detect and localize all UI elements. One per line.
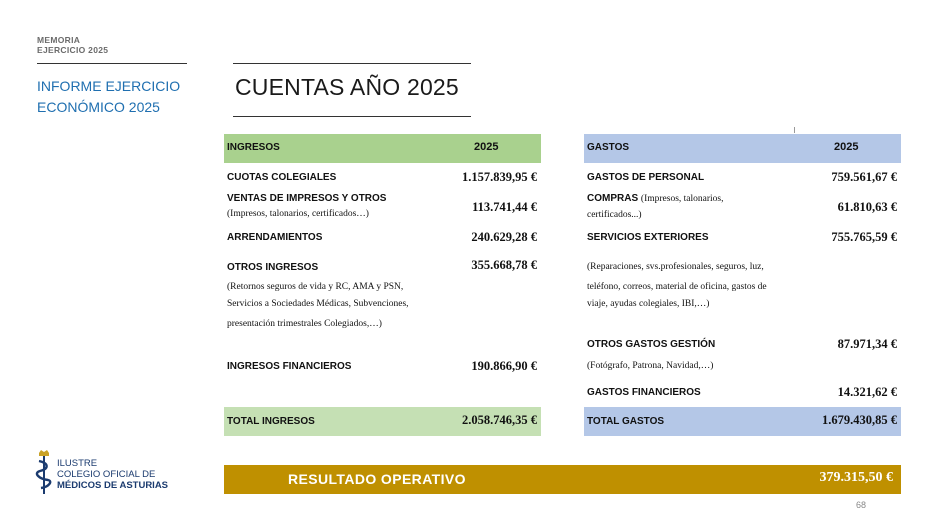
ingresos-header-year: 2025	[474, 141, 499, 153]
logo-line2: COLEGIO OFICIAL DE	[57, 469, 156, 480]
title-divider-top	[233, 63, 471, 64]
row-otros-gestion-amount: 87.971,34 €	[837, 337, 897, 351]
ingresos-header	[224, 134, 541, 163]
ingresos-header-label: INGRESOS	[227, 142, 280, 153]
row-servicios-amount: 755.765,59 €	[831, 230, 897, 244]
row-compras-title: COMPRAS	[587, 193, 639, 204]
ingresos-total-amount: 2.058.746,35 €	[462, 413, 537, 427]
ingresos-total	[224, 407, 541, 436]
memoria-header	[37, 35, 108, 55]
page-title: CUENTAS AÑO 2025	[235, 74, 459, 100]
row-arrendamientos-label: ARRENDAMIENTOS	[227, 232, 323, 243]
row-gastos-financieros-label: GASTOS FINANCIEROS	[587, 387, 701, 398]
sidebar-title-line1: INFORME EJERCICIO	[37, 78, 181, 94]
gastos-header-label: GASTOS	[587, 142, 630, 153]
row-servicios-note2: teléfono, correos, material de oficina, gastos de	[587, 282, 767, 292]
row-otros-ingresos-note3: presentación trimestrales Colegiados,…)	[227, 319, 382, 329]
row-ventas-amount: 113.741,44 €	[472, 200, 537, 214]
gastos-header-year: 2025	[834, 141, 859, 153]
memoria-divider	[37, 63, 187, 64]
page-number: 68	[856, 500, 867, 510]
row-gastos-financieros-amount: 14.321,62 €	[837, 385, 897, 399]
row-personal-amount: 759.561,67 €	[831, 170, 897, 184]
resultado-label: RESULTADO OPERATIVO	[288, 471, 466, 487]
row-servicios-note3: viaje, ayudas colegiales, IBI,…)	[587, 299, 710, 309]
row-otros-gestion-label: OTROS GASTOS GESTIÓN	[587, 339, 716, 350]
row-personal-label: GASTOS DE PERSONAL	[587, 172, 705, 183]
logo-line1: ILUSTRE	[57, 458, 98, 469]
row-cuotas-label: CUOTAS COLEGIALES	[227, 172, 337, 183]
gastos-total-label: TOTAL GASTOS	[587, 416, 665, 427]
logo-text	[57, 458, 168, 491]
gastos-total	[584, 407, 901, 436]
gastos-total-amount: 1.679.430,85 €	[822, 413, 897, 427]
row-arrendamientos-amount: 240.629,28 €	[471, 230, 537, 244]
colegio-emblem-icon	[35, 449, 53, 497]
row-servicios-label: SERVICIOS EXTERIORES	[587, 232, 709, 243]
title-divider-bottom	[233, 116, 471, 117]
row-ventas-label: VENTAS DE IMPRESOS Y OTROS	[227, 193, 387, 204]
colegio-logo	[35, 449, 185, 499]
row-compras-note-inline: (Impresos, talonarios,	[640, 194, 724, 204]
row-otros-ingresos-amount: 355.668,78 €	[471, 258, 537, 272]
resultado-operativo-bar	[224, 465, 901, 494]
memoria-line2: EJERCICIO 2025	[37, 45, 109, 55]
row-ingresos-financieros-amount: 190.866,90 €	[471, 359, 537, 373]
sidebar-title-line2: ECONÓMICO 2025	[37, 99, 160, 115]
row-ingresos-financieros-label: INGRESOS FINANCIEROS	[227, 361, 352, 372]
logo-line3: MÉDICOS DE ASTURIAS	[57, 480, 169, 491]
gastos-header	[584, 134, 901, 163]
row-otros-ingresos-label: OTROS INGRESOS	[227, 262, 319, 273]
ingresos-total-label: TOTAL INGRESOS	[227, 416, 315, 427]
sidebar-title	[37, 76, 180, 118]
row-otros-gestion-note: (Fotógrafo, Patrona, Navidad,…)	[587, 361, 714, 371]
row-ventas-note: (Impresos, talonarios, certificados…)	[227, 209, 369, 219]
row-servicios-note1: (Reparaciones, svs.profesionales, seguros, luz,	[587, 262, 764, 272]
row-compras-amount: 61.810,63 €	[837, 200, 897, 214]
resultado-amount: 379.315,50 €	[819, 470, 893, 485]
memoria-line1: MEMORIA	[37, 35, 81, 45]
table-divider-tick	[794, 127, 795, 133]
row-compras-note2: certificados...)	[587, 210, 642, 220]
row-cuotas-amount: 1.157.839,95 €	[462, 170, 537, 184]
row-otros-ingresos-note1: (Retornos seguros de vida y RC, AMA y PSN,	[227, 282, 404, 292]
row-otros-ingresos-note2: Servicios a Sociedades Médicas, Subvenciones,	[227, 299, 409, 309]
row-compras-label	[587, 193, 723, 204]
